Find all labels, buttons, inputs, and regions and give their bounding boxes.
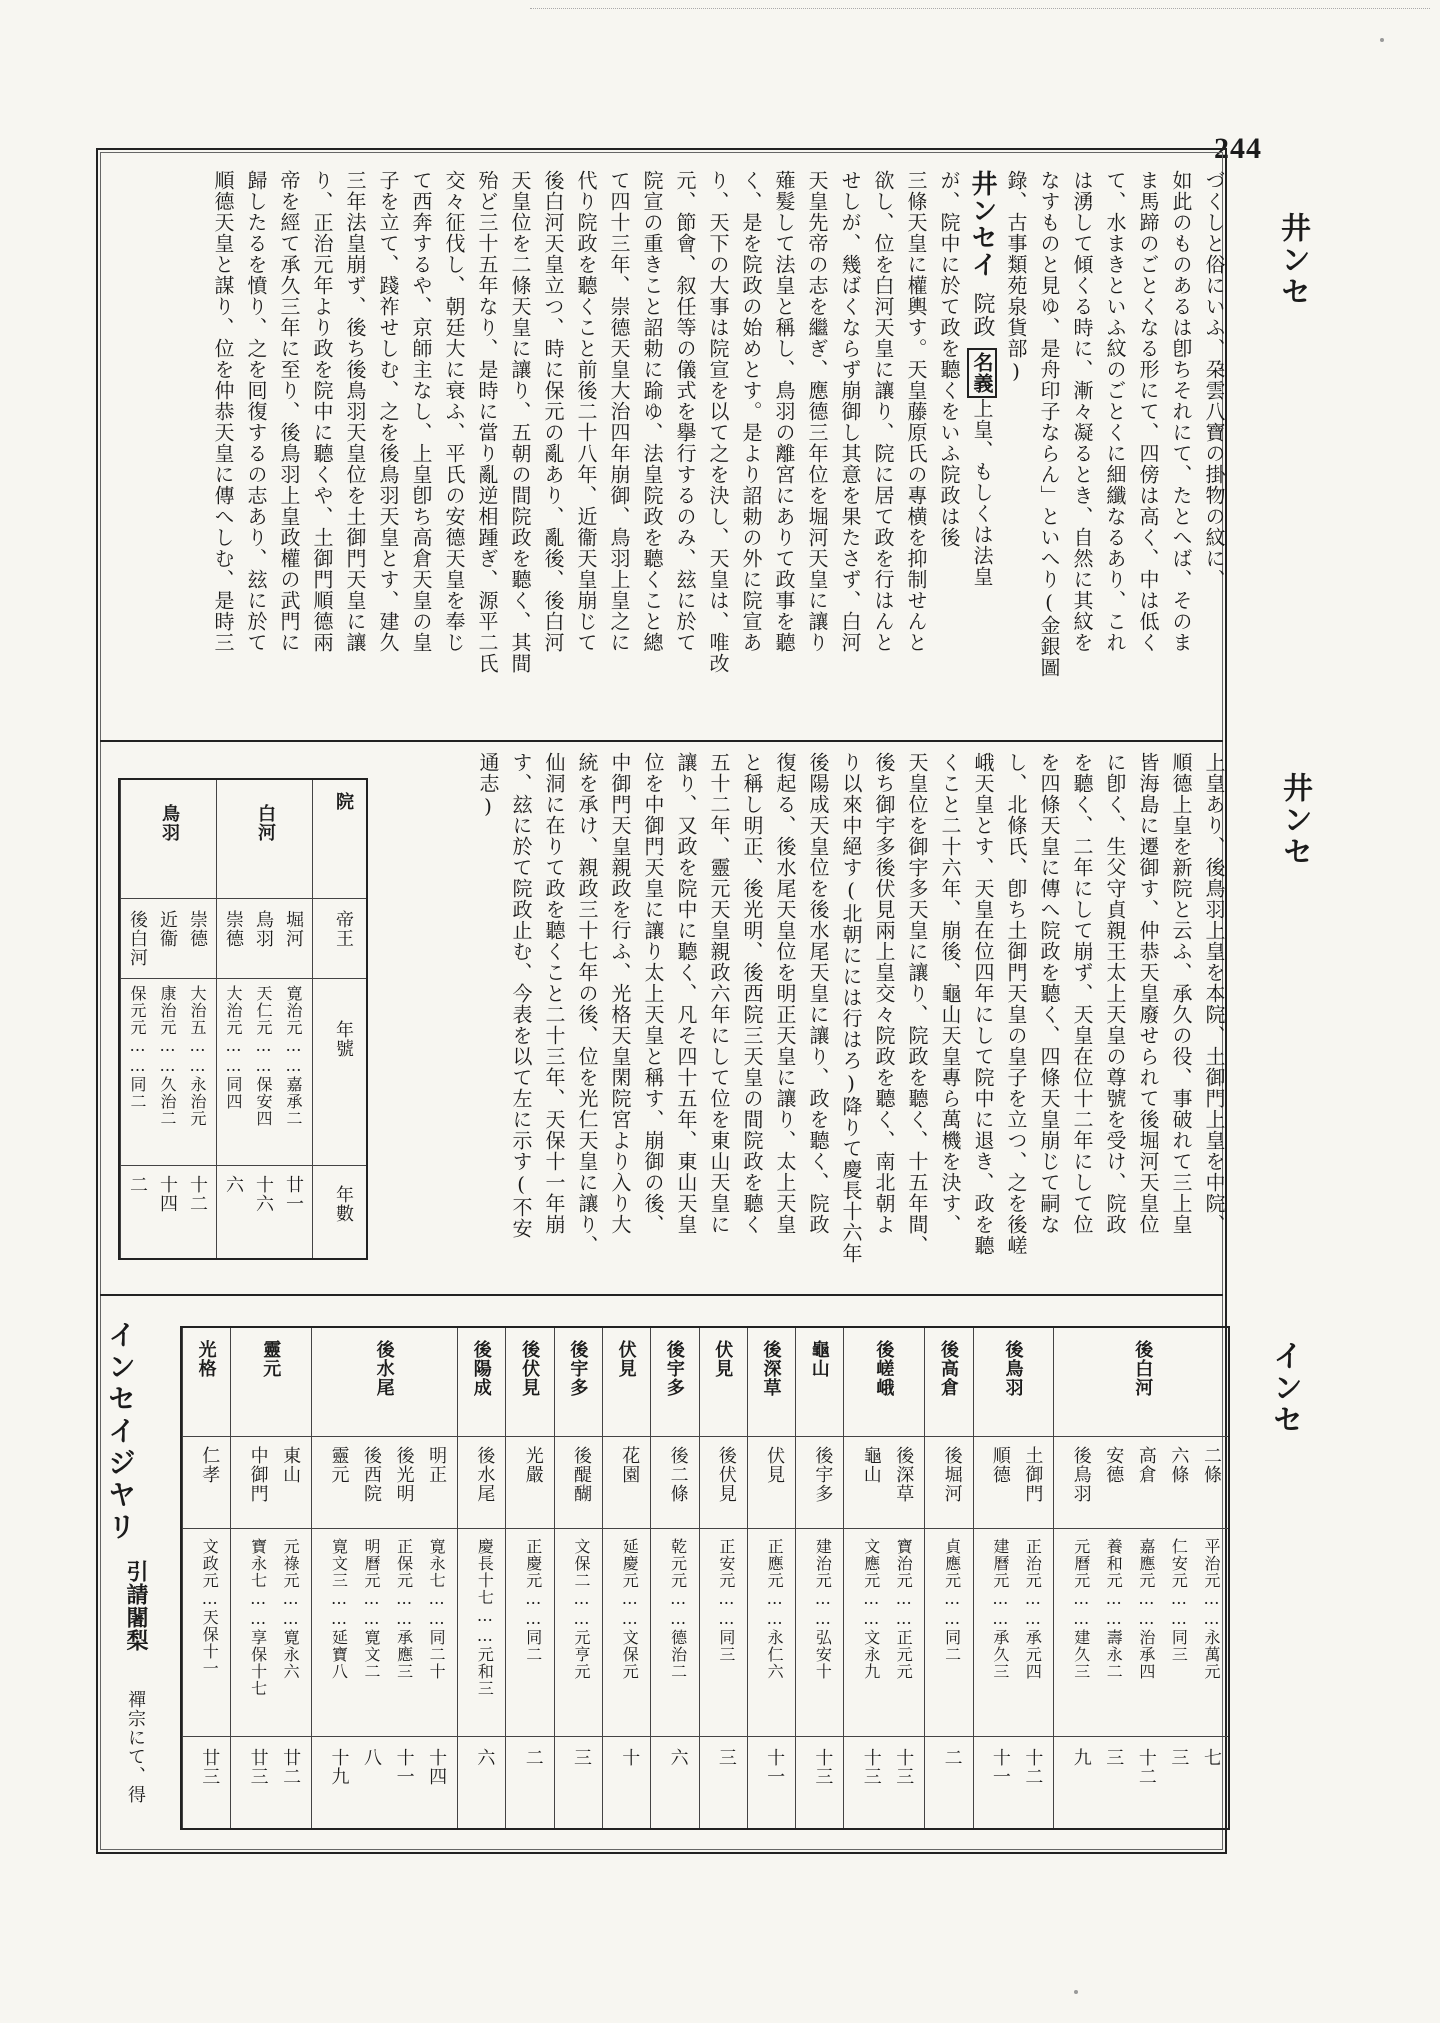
row-years: 廿二 [280, 1748, 302, 1786]
row-emperor: 後白河 [127, 910, 148, 967]
large-table-row [747, 1328, 795, 1828]
row-era: 寛治元……嘉承二 [284, 985, 303, 1127]
cont-line: 如此のものあるは卽ちそれにて、たとへば、そのま [1169, 170, 1193, 653]
row-era: 寛永七……同二十 [427, 1538, 447, 1680]
row-in: 後宇多 [663, 1340, 685, 1397]
row-years: 十一 [989, 1748, 1011, 1786]
header-in: 院 [333, 792, 354, 811]
row-years: 九 [1070, 1748, 1092, 1767]
row-emperor: 後醍醐 [570, 1446, 592, 1503]
row-in: 龜山 [808, 1340, 830, 1378]
row-emperor: 龜山 [860, 1446, 882, 1484]
row-era: 文應元……文永九 [861, 1538, 881, 1680]
cont-line: ま馬蹄のごとくなる形にて、四傍は高く、中は低く [1136, 170, 1160, 653]
row-era: 大治元……同四 [224, 985, 243, 1110]
row-era: 明曆元……寛文二 [362, 1538, 381, 1680]
row-era: 正保元……承應三 [394, 1538, 414, 1680]
body-line: 薙髮して法皇と稱し、鳥羽の離宮にありて政事を聽 [772, 170, 796, 653]
row-years: 十 [619, 1748, 641, 1767]
row-era: 大治五……永治元 [188, 985, 207, 1127]
footer-entry-kanji: 引請闍梨 [123, 1560, 149, 1652]
mid-line: 天皇位を御宇多天皇に讓り、院政を聽く、十五年間、 [905, 752, 929, 1256]
large-table-row [699, 1328, 747, 1828]
side-tab-lower: インセ [1267, 1340, 1302, 1436]
row-era: 天仁元……保安四 [254, 985, 273, 1127]
row-years: 廿一 [283, 1175, 304, 1213]
row-emperor: 後深草 [893, 1446, 915, 1503]
row-era: 貞應元……同二 [942, 1538, 962, 1663]
row-emperor: 中御門 [247, 1446, 269, 1503]
row-in: 後高倉 [937, 1340, 959, 1397]
row-era: 建治元……弘安十 [813, 1538, 833, 1680]
row-era: 保元元……同二 [128, 985, 147, 1110]
row-era: 正應元……永仁六 [765, 1538, 785, 1680]
large-table-row [554, 1328, 602, 1828]
mid-line: 後ち御宇多後伏見兩上皇交々院政を聽く、南北朝よ [872, 752, 896, 1235]
body-line: く、是を院政の始めとす。是より詔勅の外に院宣あ [739, 170, 763, 653]
mid-line: 位を中御門天皇に讓り太上天皇と稱す、崩御の後、 [641, 752, 665, 1235]
small-table-rule [120, 978, 366, 979]
row-in: 後深草 [760, 1340, 782, 1397]
body-line: 元、節會、叙任等の儀式を擧行するのみ、玆に於て [673, 170, 697, 653]
row-emperor: 鳥羽 [253, 910, 274, 948]
cont-line: は湧して傾くる時に、漸々凝るとき、自然に其紋を [1070, 170, 1094, 653]
row-years: 二 [941, 1748, 963, 1767]
body-line: り、正治元年より政を院中に聽くや、土御門順德兩 [310, 170, 334, 653]
row-era: 康治元……久治二 [158, 985, 177, 1127]
row-era: 乾元元……德治二 [668, 1538, 688, 1680]
row-emperor: 花園 [619, 1446, 641, 1484]
row-years: 十三 [860, 1748, 882, 1786]
row-years: 六 [223, 1175, 244, 1194]
row-emperor: 順德 [989, 1446, 1011, 1484]
large-table-row [505, 1328, 553, 1828]
row-era: 正安元……同三 [716, 1538, 736, 1663]
row-emperor: 伏見 [764, 1446, 786, 1484]
row-emperor: 後水尾 [474, 1446, 496, 1503]
mid-line: 順德上皇を新院と云ふ、承久の役、事破れて三上皇 [1169, 752, 1193, 1235]
row-in: 白河 [255, 804, 276, 842]
body-line: 上皇、もしくは法皇 [970, 398, 994, 587]
row-emperor: 後堀河 [941, 1446, 963, 1503]
body-line: て四十三年、崇德天皇大治四年崩御、鳥羽上皇之に [607, 170, 631, 653]
large-table-row [973, 1328, 1054, 1828]
scan-artifact-dot [1074, 1990, 1078, 1994]
row-emperor: 後鳥羽 [1070, 1446, 1092, 1503]
row-years: 八 [361, 1748, 382, 1767]
footer-entry-head: インセイジヤリ [104, 1320, 137, 1544]
section-rule-upper [100, 740, 1223, 742]
row-in: 後水尾 [373, 1340, 395, 1397]
small-table [118, 778, 368, 1260]
row-years: 六 [667, 1748, 689, 1767]
large-table-row [602, 1328, 650, 1828]
header-emperor: 帝王 [333, 910, 354, 948]
row-era: 平治元……永萬元 [1201, 1538, 1221, 1680]
row-in: 鳥羽 [159, 804, 180, 842]
small-table-header-col [312, 780, 370, 1258]
mid-line: 中御門天皇親政を行ふ、光格天皇閑院宮より入り大 [608, 752, 632, 1235]
row-years: 十一 [393, 1748, 415, 1786]
row-era: 建曆元……承久三 [990, 1538, 1010, 1680]
large-table-rule [182, 1736, 1228, 1737]
row-in: 後嵯峨 [873, 1340, 895, 1397]
middle-text-block [380, 752, 1230, 1284]
row-in: 後伏見 [519, 1340, 541, 1397]
row-emperor: 二條 [1200, 1446, 1222, 1484]
mid-line: 峨天皇とす、天皇在位四年にして院中に退き、政を聽 [971, 752, 995, 1256]
scan-artifact-dot [1380, 38, 1384, 42]
header-years: 年數 [333, 1185, 354, 1223]
row-years: 二 [127, 1175, 148, 1194]
body-line: 子を立て、踐祚せしむ、之を後鳥羽天皇とす、建久 [376, 170, 400, 653]
row-era: 寛文三……延寶八 [329, 1538, 349, 1680]
large-table-row [230, 1328, 311, 1828]
body-line: 三條天皇に權輿す。天皇藤原氏の專横を抑制せんと [904, 170, 928, 653]
body-line: 欲し、位を白河天皇に讓り、院に居て政を行はんと [871, 170, 895, 653]
row-emperor: 土御門 [1022, 1446, 1044, 1503]
small-table-rule [120, 1165, 366, 1166]
mid-line: を四條天皇に傳へ院政を聽く、四條天皇崩じて嗣な [1037, 752, 1061, 1235]
row-emperor: 仁孝 [199, 1446, 221, 1484]
row-era: 文政元…天保十一 [200, 1538, 220, 1677]
row-years: 六 [474, 1748, 496, 1767]
page-number: 244 [1214, 132, 1262, 165]
footer-entry-text: 禪宗にて、得 [125, 1690, 146, 1804]
row-emperor: 後光明 [393, 1446, 415, 1503]
row-years: 十六 [253, 1175, 274, 1213]
row-years: 廿三 [199, 1748, 221, 1786]
mid-line: 五十二年、靈元天皇親政六年にして位を東山天皇に [707, 752, 731, 1235]
row-in: 後陽成 [470, 1340, 492, 1397]
small-table-row [120, 780, 216, 1258]
row-in: 後宇多 [567, 1340, 589, 1397]
row-in: 後鳥羽 [1002, 1340, 1024, 1397]
row-emperor: 後伏見 [715, 1446, 737, 1503]
row-era: 正治元……承元四 [1023, 1538, 1043, 1680]
row-emperor: 崇德 [223, 910, 244, 948]
mid-line: 上皇あり、後鳥羽上皇を本院、土御門上皇を中院、 [1202, 752, 1226, 1235]
body-line: 代り院政を聽くこと前後二十八年、近衞天皇崩じて [574, 170, 598, 653]
row-in: 靈元 [260, 1340, 282, 1378]
cont-line: づくしと俗にいふ、朶雲八寶の掛物の紋に、 [1202, 170, 1226, 590]
row-era: 慶長十七……元和三 [475, 1538, 495, 1697]
body-line: 院宣の重きこと詔勅に踰ゆ、法皇院政を聽くこと總 [640, 170, 664, 653]
mid-line: し、北條氏、卽ち土御門天皇の皇子を立つ、之を後嵯 [1004, 752, 1028, 1256]
section-rule-lower [100, 1294, 1223, 1296]
mid-line: り以來中絕す(北朝にには行はろ)降りて慶長十六年 [839, 752, 863, 1264]
small-table-row [216, 780, 312, 1258]
mid-line: 通志) [476, 752, 500, 819]
row-era: 養和元……壽永二 [1104, 1538, 1124, 1680]
row-emperor: 近衞 [157, 910, 178, 948]
body-line: 歸したるを憤り、之を囘復するの志あり、玆に於て [244, 170, 268, 653]
row-years: 十四 [157, 1175, 178, 1213]
large-table-rule [182, 1436, 1228, 1437]
body-line: 三年法皇崩ず、後ち後鳥羽天皇位を土御門天皇に讓 [343, 170, 367, 653]
upper-text-block [211, 170, 1230, 730]
row-emperor: 堀河 [283, 910, 304, 948]
row-years: 十二 [187, 1175, 208, 1213]
mid-line: 皆海島に遷御す、仲恭天皇廢せられて後堀河天皇位 [1136, 752, 1160, 1235]
cont-line: なすものと見ゆ、是舟印子ならん」といへり(金銀圖 [1037, 170, 1061, 678]
row-years: 十三 [812, 1748, 834, 1786]
row-emperor: 東山 [280, 1446, 302, 1484]
row-emperor: 安德 [1103, 1446, 1125, 1484]
row-years: 三 [1103, 1748, 1125, 1767]
row-era: 寶治元……正元元 [894, 1538, 914, 1680]
large-table-row [182, 1328, 230, 1828]
row-era: 文保二……元亨元 [571, 1538, 591, 1680]
mid-line: を聽く、二年にして崩ず、天皇在位十二年にして位 [1070, 752, 1094, 1235]
row-era: 仁安元……同三 [1169, 1538, 1189, 1663]
cont-line: て、水まきといふ紋のごとくに細纖なるあり、これ [1103, 170, 1127, 653]
large-table-row [843, 1328, 924, 1828]
body-line: て西奔するや、京師主なし、上皇卽ち高倉天皇の皇 [409, 170, 433, 653]
large-table-row [1053, 1328, 1232, 1828]
row-years: 十九 [328, 1748, 350, 1786]
mid-line: 仙洞に在りて政を聽くこと二十三年、天保十一年崩 [542, 752, 566, 1235]
cont-line: 錄、古事類苑泉貨部) [1004, 170, 1028, 384]
body-line: 天皇先帝の志を繼ぎ、應德三年位を堀河天皇に讓り [805, 170, 829, 653]
mid-line: と稱し明正、後光明、後西院三天皇の間院政を聽く [740, 752, 764, 1235]
tag-meigi: 名義 [967, 348, 997, 398]
row-era: 嘉應元……治承四 [1136, 1538, 1156, 1680]
row-emperor: 後二條 [667, 1446, 689, 1503]
mid-line: 讓り、又政を院中に聽く、凡そ四十五年、東山天皇 [674, 752, 698, 1235]
row-emperor: 六條 [1168, 1446, 1190, 1484]
mid-line: 統を承け、親政三十七年の後、位を光仁天皇に讓り、 [575, 752, 599, 1256]
small-table-rule [120, 898, 366, 899]
scan-artifact-line [530, 8, 1430, 9]
body-line: 殆ど三十五年なり、是時に當り亂逆相踵ぎ、源平二氏 [475, 170, 499, 674]
row-emperor: 明正 [426, 1446, 448, 1484]
mid-line: 後陽成天皇位を後水尾天皇に讓り、政を聽く、院政 [806, 752, 830, 1235]
body-line: り、天下の大事は院宣を以て之を決し、天皇は、唯改 [706, 170, 730, 674]
entry-head: 井ンセイ [967, 170, 997, 278]
row-era: 元祿元……寛永六 [281, 1538, 301, 1680]
body-line: 交々征伐し、朝廷大に衰ふ、平氏の安德天皇を奉じ [442, 170, 466, 653]
row-in: 伏見 [712, 1340, 734, 1378]
row-years: 十三 [893, 1748, 915, 1786]
body-line: せしが、幾ばくならず崩御し其意を果たさず、白河 [838, 170, 862, 653]
mid-line: に卽く、生父守貞親王太上天皇の尊號を受け、院政 [1103, 752, 1127, 1235]
row-emperor: 靈元 [328, 1446, 350, 1484]
large-table [180, 1326, 1230, 1830]
row-years: 十二 [1022, 1748, 1044, 1786]
large-table-row [924, 1328, 972, 1828]
row-years: 十二 [1135, 1748, 1157, 1786]
large-table-row [650, 1328, 698, 1828]
body-line: 天皇位を二條天皇に讓り、五朝の間院政を聽く、其間 [508, 170, 532, 674]
header-era: 年號 [333, 1020, 354, 1058]
side-tab-upper: 井ンセ [1275, 212, 1310, 308]
row-years: 七 [1200, 1748, 1222, 1767]
row-years: 三 [570, 1748, 592, 1767]
mid-line: す、玆に於て院政止む、今表を以て左に示す(不安 [509, 752, 533, 1239]
body-line: 帝を經て承久三年に至り、後鳥羽上皇政權の武門に [277, 170, 301, 653]
row-years: 三 [715, 1748, 737, 1767]
row-in: 伏見 [615, 1340, 637, 1378]
row-emperor: 高倉 [1135, 1446, 1157, 1484]
row-era: 元曆元……建久三 [1071, 1538, 1091, 1680]
row-era: 延慶元……文保元 [620, 1538, 640, 1680]
row-years: 三 [1168, 1748, 1190, 1767]
entry-kanji: 院政 [970, 292, 995, 338]
row-years: 廿三 [247, 1748, 269, 1786]
row-years: 二 [522, 1748, 544, 1767]
large-table-row [457, 1328, 505, 1828]
side-tab-middle: 井ンセ [1277, 772, 1312, 868]
large-table-row [795, 1328, 843, 1828]
body-line: 後白河天皇立つ、時に保元の亂あり、亂後、後白河 [541, 170, 565, 653]
row-emperor: 光嚴 [522, 1446, 544, 1484]
row-in: 光格 [195, 1340, 217, 1378]
row-emperor: 後宇多 [812, 1446, 834, 1503]
row-in: 後白河 [1132, 1340, 1154, 1397]
row-era: 寶永七……享保十七 [248, 1538, 268, 1697]
body-line: 順德天皇と謀り、位を仲恭天皇に傳へしむ、是時三 [211, 170, 235, 653]
row-years: 十四 [426, 1748, 448, 1786]
row-era: 正慶元……同二 [523, 1538, 543, 1663]
mid-line: くこと二十六年、崩後、龜山天皇專ら萬機を決す、 [938, 752, 962, 1235]
large-table-rule [182, 1528, 1228, 1529]
body-line: が、院中に於て政を聽くをいふ院政は後 [937, 170, 961, 548]
row-emperor: 後西院 [361, 1446, 382, 1503]
row-emperor: 崇德 [187, 910, 208, 948]
large-table-row [311, 1328, 457, 1828]
mid-line: 復起る、後水尾天皇位を明正天皇に讓り、太上天皇 [773, 752, 797, 1235]
row-years: 十一 [764, 1748, 786, 1786]
